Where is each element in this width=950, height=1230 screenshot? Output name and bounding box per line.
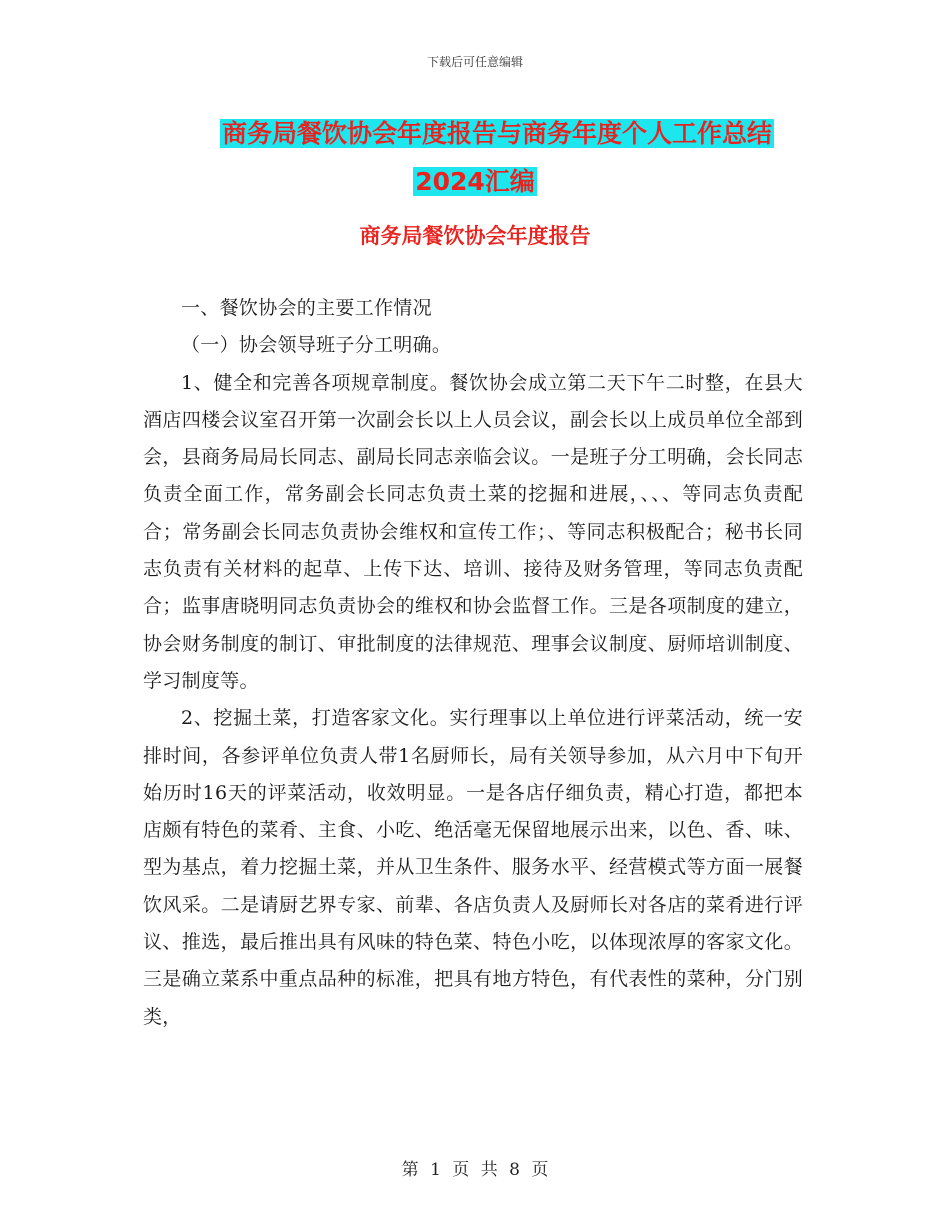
page-footer: 第 1 页 共 8 页: [401, 1160, 549, 1180]
title-line-2: 2024汇编: [415, 167, 535, 196]
document-title: [0, 110, 950, 206]
paragraph-heading-2: （一）协会领导班子分工明确。: [181, 334, 452, 357]
title-line-1: 商务局餐饮协会年度报告与商务年度个人工作总结: [221, 119, 772, 148]
paragraph: 2、挖掘土菜，打造客家文化。实行理事以上单位进行评菜活动，统一安排时间，各参评单位负责人带1名厨师长，局有关领导参加，从六月中下旬开始历时16天的评菜活动，收效明显。一是各店仔细负责，精心打造，都把本店颇有特色的菜肴、主食、小吃、绝活毫无保留地展示出来，以色、香、味、型为基点，着力挖掘土菜，并从卫生条件、服务水平、经营模式等方面一展餐饮风采。二是请厨艺界专家、前辈、各店负责人及厨师长对各店的菜肴进行评议、推选，最后推出具有风味的特色菜、特色小吃，以体现浓厚的客家文化。三是确立菜系中重点品种的标准，把具有地方特色，有代表性的菜种，分门别类，: [143, 707, 803, 1028]
document-body: [143, 290, 803, 1036]
paragraph-heading-1: 一、餐饮协会的主要工作情况: [181, 297, 432, 319]
header-note: 下载后可任意编辑: [426, 55, 523, 69]
paragraph: 1、健全和完善各项规章制度。餐饮协会成立第二天下午二时整，在县大酒店四楼会议室召开第一次副会长以上人员会议，副会长以上成员单位全部到会，县商务局局长同志、副局长同志亲临会议。一是班子分工明确，会长同志负责全面工作，常务副会长同志负责土菜的挖掘和进展，、、、等同志负责配合；常务副会长同志负责协会维权和宣传工作；、等同志积极配合；秘书长同志负责有关材料的起草、上传下达、培训、接待及财务管理，等同志负责配合；监事唐晓明同志负责协会的维权和协会监督工作。三是各项制度的建立，协会财务制度的制订、审批制度的法律规范、理事会议制度、厨师培训制度、学习制度等。: [143, 371, 803, 692]
section-title: 商务局餐饮协会年度报告: [359, 224, 591, 248]
